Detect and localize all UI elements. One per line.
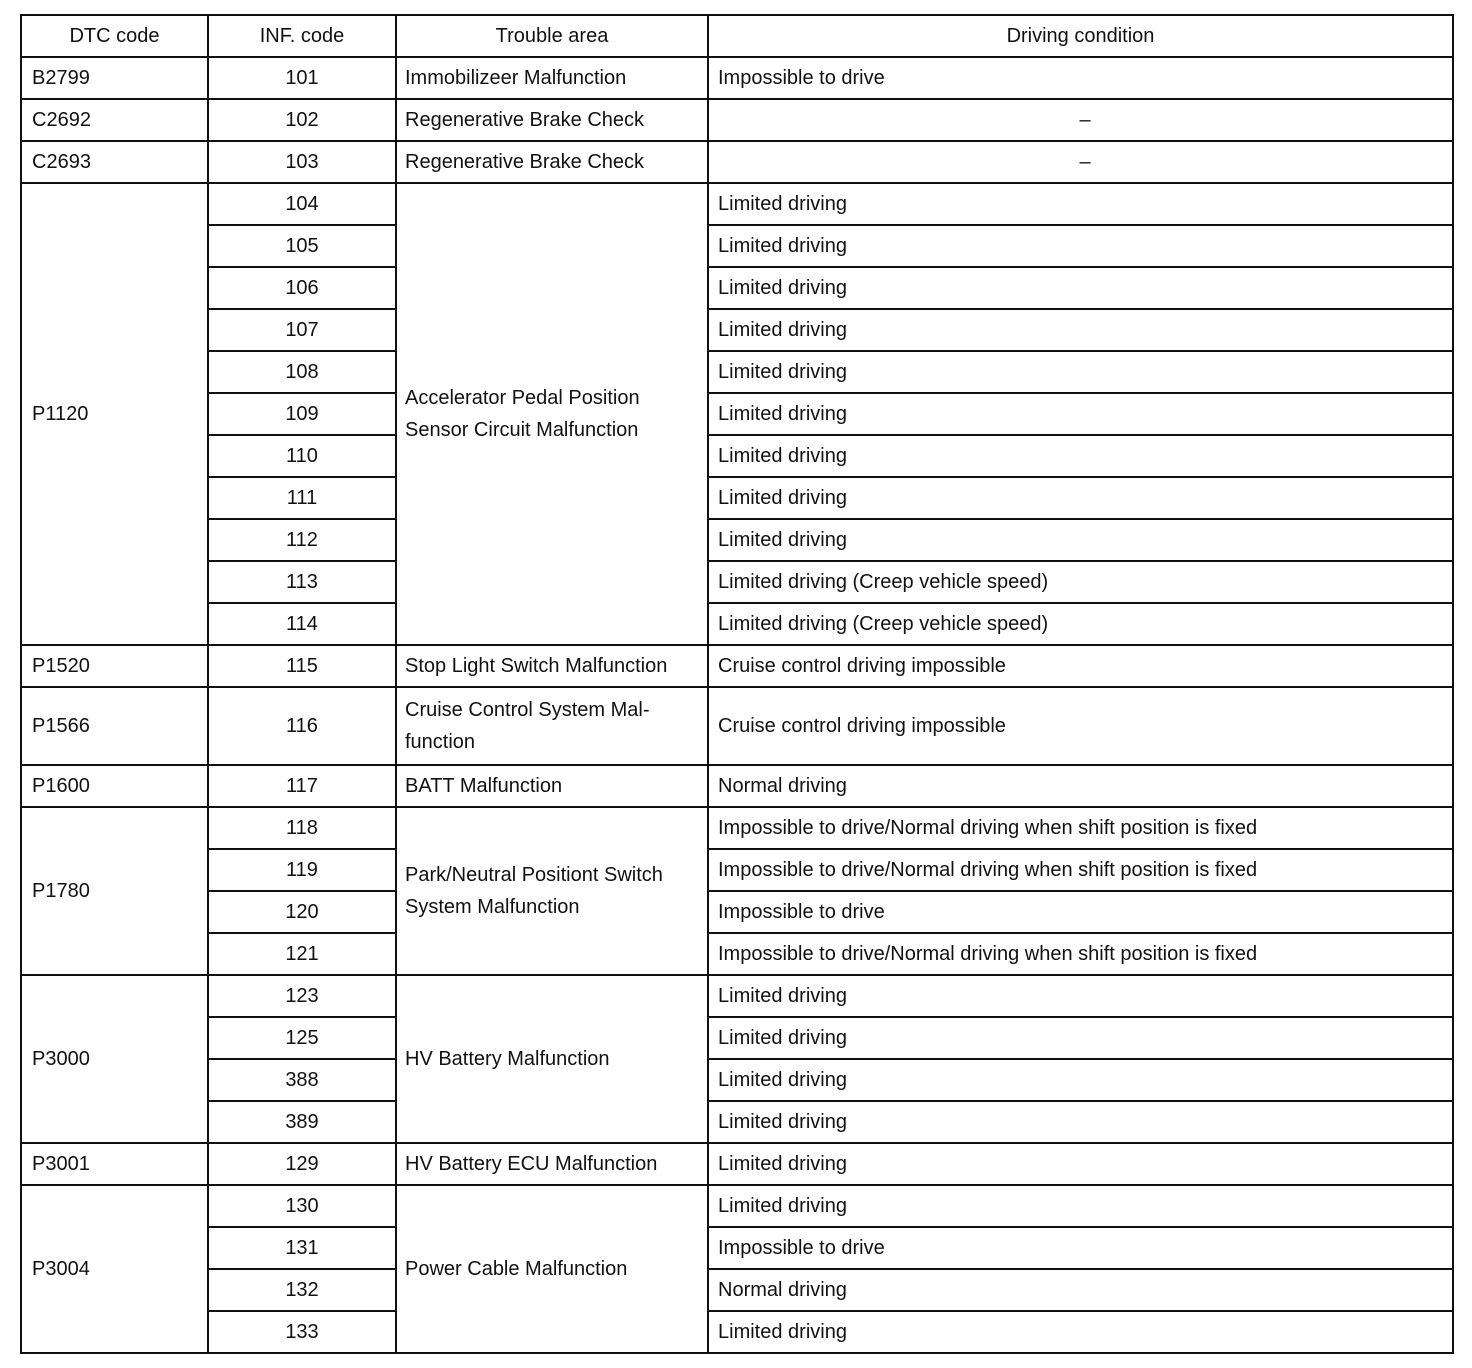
trouble-area-cell [395, 98, 709, 142]
inf-code-cell [207, 1142, 397, 1186]
driving-condition-cell-text: Normal driving [718, 775, 847, 797]
trouble-area-cell-text: Cruise Control System Mal-function [405, 699, 650, 753]
inf-code-cell-text: 388 [285, 1069, 319, 1091]
inf-code-cell-text: 123 [285, 985, 319, 1007]
inf-code-cell [207, 56, 397, 100]
trouble-area-cell [395, 56, 709, 100]
driving-condition-cell [707, 350, 1454, 394]
driving-condition-cell [707, 182, 1454, 226]
inf-code-cell [207, 806, 397, 850]
inf-code-cell [207, 140, 397, 184]
inf-code-cell [207, 308, 397, 352]
dtc-code-cell [20, 98, 209, 142]
driving-condition-cell [707, 560, 1454, 604]
dtc-code-cell [20, 1142, 209, 1186]
dtc-code-cell [20, 644, 209, 688]
inf-code-cell [207, 890, 397, 934]
inf-code-cell-text: 125 [285, 1027, 319, 1049]
driving-condition-cell-text: Limited driving [718, 1069, 847, 1091]
driving-condition-cell [707, 602, 1454, 646]
trouble-area-cell [395, 974, 709, 1144]
inf-code-cell-text: 110 [286, 445, 318, 467]
header-trouble-area-text: Trouble area [495, 25, 609, 47]
driving-condition-cell [707, 806, 1454, 850]
trouble-area-cell-text: Regenerative Brake Check [405, 109, 645, 131]
trouble-area-cell-text: Power Cable Malfunction [405, 1258, 628, 1280]
inf-code-cell-text: 113 [286, 571, 318, 593]
inf-code-cell-text: 109 [285, 403, 319, 425]
inf-code-cell [207, 764, 397, 808]
trouble-area-cell [395, 182, 709, 646]
header-dtc-code [20, 14, 209, 58]
inf-code-cell [207, 1226, 397, 1270]
driving-condition-cell [707, 98, 1454, 142]
dtc-code-cell-text: P1120 [32, 403, 89, 425]
driving-condition-cell-text: Limited driving (Creep vehicle speed) [718, 571, 1049, 593]
driving-condition-cell [707, 392, 1454, 436]
driving-condition-cell-text: Limited driving (Creep vehicle speed) [718, 613, 1049, 635]
inf-code-cell-text: 131 [285, 1237, 319, 1259]
driving-condition-cell-text: Limited driving [718, 403, 847, 425]
inf-code-cell-text: 129 [285, 1153, 319, 1175]
driving-condition-cell-text: – [1079, 109, 1091, 131]
trouble-area-cell-text: Park/Neutral Positiont Switch System Malfunction [405, 864, 663, 918]
trouble-area-cell [395, 1184, 709, 1354]
driving-condition-cell [707, 1226, 1454, 1270]
driving-condition-cell [707, 644, 1454, 688]
driving-condition-cell [707, 56, 1454, 100]
trouble-area-cell [395, 686, 709, 766]
trouble-area-cell-text: HV Battery ECU Malfunction [405, 1153, 658, 1175]
driving-condition-cell-text: Limited driving [718, 487, 847, 509]
dtc-code-cell-text: P1600 [32, 775, 90, 797]
inf-code-cell [207, 224, 397, 268]
inf-code-cell-text: 105 [285, 235, 319, 257]
dtc-code-cell [20, 974, 209, 1144]
inf-code-cell-text: 101 [285, 67, 319, 89]
inf-code-cell-text: 108 [285, 361, 319, 383]
driving-condition-cell-text: Limited driving [718, 235, 847, 257]
dtc-code-cell-text: C2693 [32, 151, 91, 173]
header-driving-condition-text: Driving condition [1006, 25, 1155, 47]
inf-code-cell [207, 476, 397, 520]
inf-code-cell-text: 114 [286, 613, 318, 635]
dtc-code-cell [20, 140, 209, 184]
driving-condition-cell [707, 476, 1454, 520]
inf-code-cell [207, 974, 397, 1018]
driving-condition-cell-text: Impossible to drive [718, 901, 885, 923]
inf-code-cell-text: 389 [285, 1111, 319, 1133]
inf-code-cell-text: 116 [286, 715, 318, 737]
driving-condition-cell [707, 686, 1454, 766]
inf-code-cell [207, 644, 397, 688]
inf-code-cell-text: 107 [285, 319, 319, 341]
inf-code-cell-text: 102 [285, 109, 319, 131]
driving-condition-cell [707, 224, 1454, 268]
inf-code-cell [207, 266, 397, 310]
trouble-area-cell-text: Stop Light Switch Malfunction [405, 655, 668, 677]
driving-condition-cell [707, 764, 1454, 808]
dtc-code-cell-text: P1780 [32, 880, 90, 902]
trouble-area-cell [395, 140, 709, 184]
trouble-area-cell-text: HV Battery Malfunction [405, 1048, 610, 1070]
driving-condition-cell-text: Normal driving [718, 1279, 847, 1301]
dtc-code-cell-text: B2799 [32, 67, 90, 89]
driving-condition-cell-text: Limited driving [718, 193, 847, 215]
inf-code-cell-text: 115 [286, 655, 318, 677]
dtc-code-cell [20, 686, 209, 766]
driving-condition-cell [707, 518, 1454, 562]
inf-code-cell-text: 111 [286, 487, 318, 509]
driving-condition-cell [707, 1100, 1454, 1144]
driving-condition-cell-text: Impossible to drive [718, 1237, 885, 1259]
driving-condition-cell [707, 848, 1454, 892]
inf-code-cell [207, 1310, 397, 1354]
driving-condition-cell [707, 974, 1454, 1018]
driving-condition-cell-text: Limited driving [718, 1153, 847, 1175]
dtc-code-cell-text: P3004 [32, 1258, 90, 1280]
inf-code-cell-text: 112 [286, 529, 318, 551]
driving-condition-cell [707, 1310, 1454, 1354]
inf-code-cell-text: 118 [286, 817, 318, 839]
dtc-code-cell [20, 182, 209, 646]
driving-condition-cell-text: Limited driving [718, 277, 847, 299]
driving-condition-cell-text: Impossible to drive/Normal driving when shift position is fixed [718, 817, 1258, 839]
dtc-code-cell [20, 764, 209, 808]
driving-condition-cell [707, 266, 1454, 310]
inf-code-cell [207, 560, 397, 604]
driving-condition-cell-text: Limited driving [718, 985, 847, 1007]
inf-code-cell-text: 120 [285, 901, 319, 923]
driving-condition-cell [707, 1142, 1454, 1186]
inf-code-cell [207, 602, 397, 646]
inf-code-cell [207, 98, 397, 142]
driving-condition-cell-text: – [1079, 151, 1091, 173]
dtc-code-cell-text: P1566 [32, 715, 90, 737]
driving-condition-cell-text: Impossible to drive/Normal driving when shift position is fixed [718, 943, 1258, 965]
driving-condition-cell-text: Limited driving [718, 1321, 847, 1343]
driving-condition-cell-text: Cruise control driving impossible [718, 655, 1006, 677]
header-trouble-area [395, 14, 709, 58]
driving-condition-cell [707, 140, 1454, 184]
inf-code-cell-text: 130 [285, 1195, 319, 1217]
inf-code-cell [207, 392, 397, 436]
inf-code-cell [207, 1268, 397, 1312]
dtc-code-cell [20, 1184, 209, 1354]
driving-condition-cell [707, 1268, 1454, 1312]
driving-condition-cell [707, 890, 1454, 934]
trouble-area-cell-text: Immobilizeer Malfunction [405, 67, 627, 89]
driving-condition-cell [707, 1016, 1454, 1060]
inf-code-cell [207, 182, 397, 226]
inf-code-cell [207, 1184, 397, 1228]
driving-condition-cell-text: Limited driving [718, 529, 847, 551]
dtc-code-cell-text: P1520 [32, 655, 90, 677]
driving-condition-cell [707, 1184, 1454, 1228]
driving-condition-cell-text: Limited driving [718, 1195, 847, 1217]
inf-code-cell [207, 1100, 397, 1144]
inf-code-cell [207, 350, 397, 394]
header-driving-condition [707, 14, 1454, 58]
driving-condition-cell [707, 308, 1454, 352]
inf-code-cell [207, 1058, 397, 1102]
inf-code-cell [207, 932, 397, 976]
inf-code-cell [207, 434, 397, 478]
trouble-area-cell-text: Regenerative Brake Check [405, 151, 645, 173]
driving-condition-cell-text: Limited driving [718, 319, 847, 341]
trouble-area-cell [395, 644, 709, 688]
driving-condition-cell-text: Limited driving [718, 1027, 847, 1049]
inf-code-cell-text: 133 [285, 1321, 319, 1343]
inf-code-cell-text: 106 [285, 277, 319, 299]
dtc-code-cell-text: C2692 [32, 109, 91, 131]
driving-condition-cell-text: Limited driving [718, 445, 847, 467]
driving-condition-cell-text: Cruise control driving impossible [718, 715, 1006, 737]
trouble-area-cell-text: Accelerator Pedal Position Sensor Circuit Malfunction [405, 387, 640, 441]
driving-condition-cell [707, 1058, 1454, 1102]
inf-code-cell [207, 1016, 397, 1060]
trouble-area-cell [395, 806, 709, 976]
driving-condition-cell [707, 932, 1454, 976]
inf-code-cell [207, 686, 397, 766]
inf-code-cell [207, 848, 397, 892]
driving-condition-cell-text: Impossible to drive/Normal driving when shift position is fixed [718, 859, 1258, 881]
header-dtc-code-text: DTC code [69, 25, 160, 47]
inf-code-cell [207, 518, 397, 562]
inf-code-cell-text: 104 [285, 193, 319, 215]
trouble-area-cell [395, 1142, 709, 1186]
inf-code-cell-text: 121 [285, 943, 319, 965]
driving-condition-cell-text: Limited driving [718, 361, 847, 383]
header-inf-code-text: INF. code [259, 25, 345, 47]
header-inf-code [207, 14, 397, 58]
dtc-code-cell-text: P3001 [32, 1153, 90, 1175]
dtc-code-cell [20, 806, 209, 976]
dtc-code-cell-text: P3000 [32, 1048, 90, 1070]
driving-condition-cell-text: Impossible to drive [718, 67, 885, 89]
inf-code-cell-text: 132 [285, 1279, 319, 1301]
trouble-area-cell-text: BATT Malfunction [405, 775, 563, 797]
driving-condition-cell [707, 434, 1454, 478]
dtc-code-cell [20, 56, 209, 100]
trouble-area-cell [395, 764, 709, 808]
inf-code-cell-text: 119 [286, 859, 318, 881]
inf-code-cell-text: 103 [285, 151, 319, 173]
driving-condition-cell-text: Limited driving [718, 1111, 847, 1133]
inf-code-cell-text: 117 [286, 775, 318, 797]
